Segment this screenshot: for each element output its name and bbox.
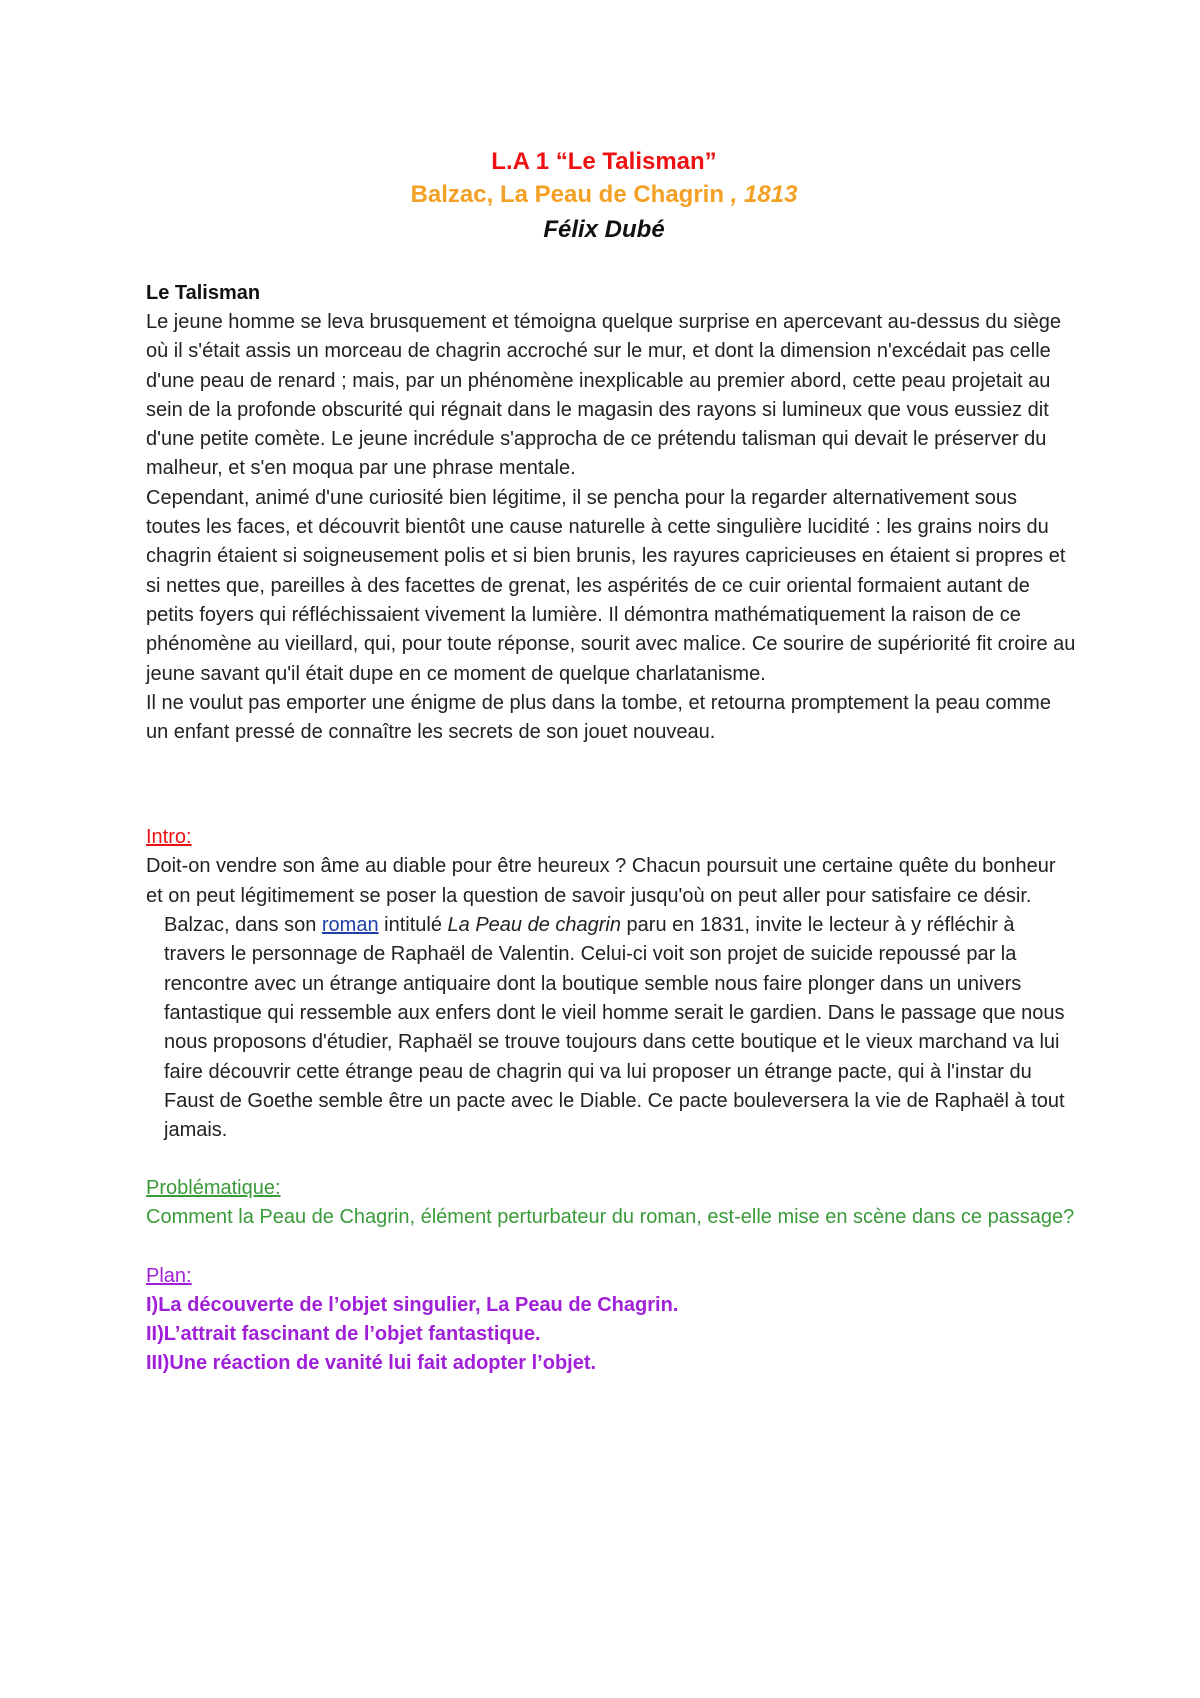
plan-item: III)Une réaction de vanité lui fait adopter l’objet.: [146, 1352, 597, 1375]
document-page: [146, 146, 1076, 1379]
excerpt-heading: Le Talisman: [146, 282, 261, 304]
document-title: L.A 1 “Le Talisman”: [491, 148, 717, 175]
excerpt-paragraph: Il ne voulut pas emporter une énigme de plus dans la tombe, et retourna promptement la peau comme un enfant pressé de connaître les secrets de son jouet nouveau.: [146, 691, 1051, 744]
title-block: [146, 146, 1062, 248]
intro-paragraph: Doit-on vendre son âme au diable pour être heureux ? Chacun poursuit une certaine quête du bonheur et on peut légitimement se poser la question de savoir jusqu'où on peut aller pour satisfaire ce désir.: [146, 855, 1056, 907]
subtitle-year: , 1813: [730, 181, 798, 208]
intro-text: intitulé: [378, 914, 448, 937]
plan-item: II)L’attrait fascinant de l’objet fantastique.: [146, 1323, 541, 1346]
intro-text: paru en 1831, invite le lecteur à y réfléchir à travers le personnage de Raphaël de Valentin. Celui-ci voit son projet de suicide repoussé par la rencontre avec un étrange antiquaire dont la boutique semble nous faire plonger dans un univers fantastique qui ressemble aux enfers dont le vieil homme serait le gardien. Dans le passage que nous nous proposons d'étudier, Raphaël se trouve toujours dans cette boutique et le vieux marchand va lui faire découvrir cette étrange peau de chagrin qui va lui proposer un étrange pacte, qui à l'instar du Faust de Goethe semble être un pacte avec le Diable. Ce pacte bouleversera la vie de Raphaël à tout jamais.: [164, 914, 1065, 1142]
intro-italic-title: La Peau de chagrin: [447, 914, 621, 937]
intro-text: Balzac, dans son: [164, 914, 322, 937]
document-subtitle: [146, 177, 1062, 212]
plan-item: I)La découverte de l’objet singulier, La Peau de Chagrin.: [146, 1293, 679, 1316]
intro-label: Intro:: [146, 826, 192, 849]
subtitle-work: Balzac, La Peau de Chagrin: [410, 181, 731, 208]
excerpt-paragraph: Cependant, animé d'une curiosité bien légitime, il se pencha pour la regarder alternativement sous toutes les faces, et découvrit bientôt une cause naturelle à cette singulière lucidité : les grains noirs du chagrin étaient si soigneusement polis et si bien brunis, les rayures capricieuses en étaient si propres et si nettes que, pareilles à des facettes de grenat, les aspérités de ce cuir oriental formaient autant de petits foyers qui réfléchissaient vivement la lumière. Il démontra mathématiquement la raison de ce phénomène au vieillard, qui, pour toute réponse, sourit avec malice. Ce sourire de supériorité fit croire au jeune savant qu'il était dupe en ce moment de quelque charlatanisme.: [146, 486, 1076, 685]
intro-paragraph: [146, 911, 1076, 1145]
plan-label: Plan:: [146, 1264, 192, 1287]
excerpt-paragraph: Le jeune homme se leva brusquement et témoigna quelque surprise en apercevant au-dessus du siège où il s'était assis un morceau de chagrin accroché sur le mur, et dont la dimension n'excédait pas celle d'une peau de renard ; mais, par un phénomène inexplicable au premier abord, cette peau projetait au sein de la profonde obscurité qui régnait dans le magasin des rayons si lumineux que vous eussiez dit d'une petite comète. Le jeune incrédule s'approcha de ce prétendu talisman qui devait le préserver du malheur, et s'en moqua par une phrase mentale.: [146, 311, 1062, 480]
problematique-text: Comment la Peau de Chagrin, élément perturbateur du roman, est-elle mise en scène dans ce passage?: [146, 1206, 1075, 1229]
document-author: Félix Dubé: [543, 216, 665, 243]
roman-link[interactable]: roman: [321, 914, 379, 937]
problematique-label: Problématique:: [146, 1177, 281, 1200]
